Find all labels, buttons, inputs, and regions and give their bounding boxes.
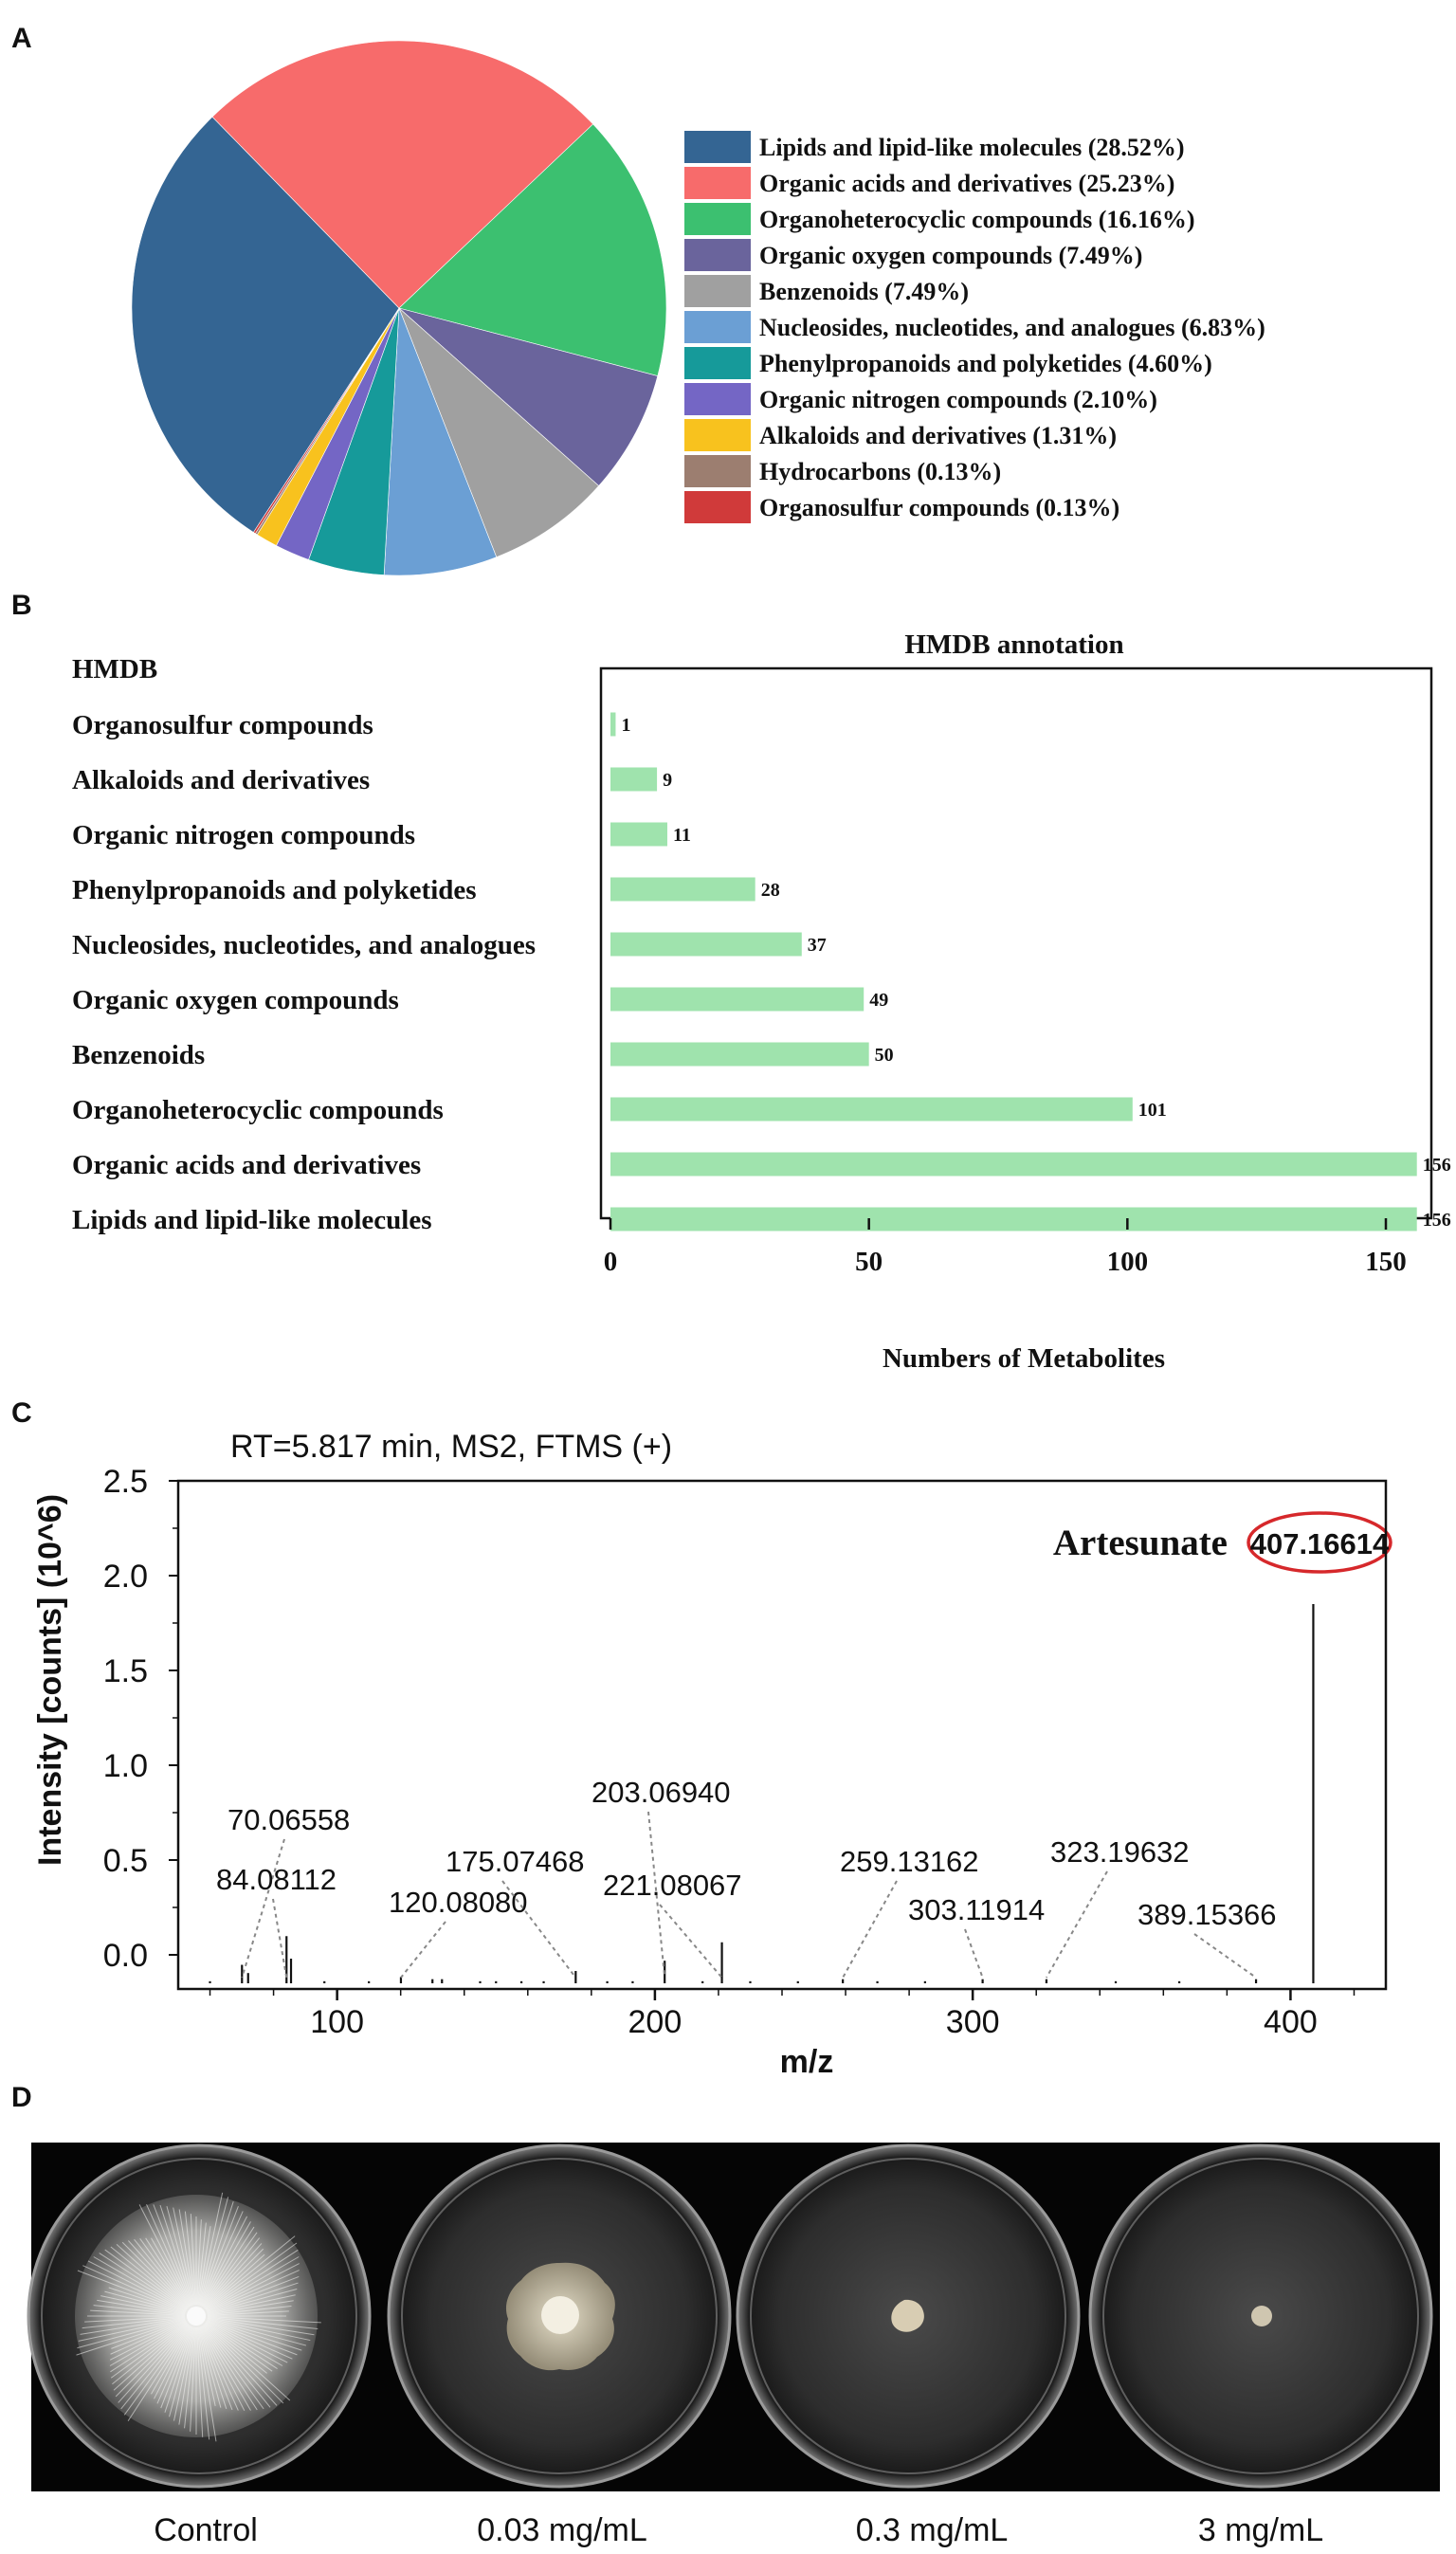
bar-value-label-organoheterocyclic-compounds: 101 (1138, 1100, 1167, 1121)
bar-organic-oxygen-compounds (610, 988, 864, 1012)
legend-swatch-lipids-and-lipid-like-molecules (684, 131, 751, 163)
fungal-colony-3 (1251, 2306, 1272, 2326)
legend-label-phenylpropanoids-and-polyketides: Phenylpropanoids and polyketides (4.60%) (759, 350, 1212, 377)
bar-category-label-organosulfur-compounds: Organosulfur compounds (72, 710, 373, 740)
bar-organic-acids-and-derivatives (610, 1153, 1417, 1177)
peak-leader-line (1194, 1934, 1256, 1978)
peak-label-203-06940: 203.06940 (592, 1776, 731, 1809)
bar-value-label-benzenoids: 50 (874, 1045, 894, 1066)
bar-x-axis-label: Numbers of Metabolites (882, 1343, 1166, 1374)
petri-dish-3 (1090, 2145, 1431, 2487)
legend-label-nucleosides-nucleotides-and-analogues: Nucleosides, nucleotides, and analogues (6.83%) (759, 314, 1265, 341)
bar-phenylpropanoids-and-polyketides (610, 878, 755, 902)
peak-leader-line (965, 1929, 983, 1978)
bar-category-label-organic-nitrogen-compounds: Organic nitrogen compounds (72, 820, 416, 850)
peak-label-70-06558: 70.06558 (228, 1803, 351, 1836)
legend-label-organoheterocyclic-compounds: Organoheterocyclic compounds (16.16%) (759, 206, 1195, 233)
spectrum-y-axis-label: Intensity [counts] (10^6) (32, 1493, 68, 1867)
legend-swatch-organic-nitrogen-compounds (684, 383, 751, 415)
legend-swatch-benzenoids (684, 275, 751, 307)
peak-label-120-08080: 120.08080 (389, 1886, 528, 1919)
petri-dish-photos (28, 2143, 1440, 2548)
pie-chart (132, 41, 666, 575)
spectrum-x-tick-label: 200 (628, 2004, 682, 2040)
legend-swatch-organoheterocyclic-compounds (684, 203, 751, 235)
plate-label-3: 3 mg/mL (1197, 2512, 1324, 2548)
plate-label-control: Control (154, 2512, 258, 2548)
peak-label-221-08067: 221.08067 (603, 1869, 742, 1902)
legend-label-alkaloids-and-derivatives: Alkaloids and derivatives (1.31%) (759, 422, 1118, 449)
peak-leader-line (401, 1922, 446, 1978)
legend-label-organosulfur-compounds: Organosulfur compounds (0.13%) (759, 494, 1120, 521)
bar-category-header: HMDB (72, 654, 158, 684)
legend-label-lipids-and-lipid-like-molecules: Lipids and lipid-like molecules (28.52%) (759, 134, 1185, 161)
peak-label-84-08112: 84.08112 (216, 1863, 337, 1896)
pie-legend (684, 131, 1265, 523)
spectrum-y-tick-label: 0.5 (102, 1843, 148, 1879)
bar-value-label-nucleosides-nucleotides-and-analogues: 37 (807, 935, 827, 956)
spectrum-x-tick-label: 400 (1264, 2004, 1318, 2040)
bar-organosulfur-compounds (610, 713, 615, 737)
bar-category-label-alkaloids-and-derivatives: Alkaloids and derivatives (72, 765, 371, 795)
bar-category-label-benzenoids: Benzenoids (72, 1040, 206, 1070)
peak-leader-line (242, 1839, 284, 1978)
bar-organic-nitrogen-compounds (610, 823, 667, 847)
petri-dish-0.3 (737, 2145, 1079, 2487)
bar-value-label-organic-acids-and-derivatives: 156 (1422, 1155, 1451, 1176)
bar-value-label-organic-nitrogen-compounds: 11 (672, 825, 691, 846)
bar-chart-title: HMDB annotation (904, 629, 1124, 660)
plate-label-0.03: 0.03 mg/mL (477, 2512, 647, 2548)
bar-category-label-nucleosides-nucleotides-and-analogues: Nucleosides, nucleotides, and analogues (72, 930, 537, 960)
bar-x-tick-label: 100 (1106, 1247, 1149, 1277)
legend-swatch-organic-acids-and-derivatives (684, 167, 751, 199)
hmdb-bar-chart (72, 629, 1451, 1374)
legend-label-benzenoids: Benzenoids (7.49%) (759, 278, 969, 305)
bar-x-tick-label: 0 (603, 1247, 618, 1277)
ms2-spectrum (32, 1429, 1391, 2080)
spectrum-y-tick-label: 2.5 (102, 1464, 148, 1500)
panel-label-b: B (11, 590, 32, 621)
peak-label-323-19632: 323.19632 (1050, 1835, 1190, 1869)
bar-alkaloids-and-derivatives (610, 768, 657, 792)
bar-value-label-lipids-and-lipid-like-molecules: 156 (1422, 1210, 1451, 1231)
bar-x-tick-label: 50 (855, 1247, 883, 1277)
peak-leader-line (843, 1881, 897, 1978)
legend-label-organic-acids-and-derivatives: Organic acids and derivatives (25.23%) (759, 170, 1175, 197)
bar-category-label-organic-acids-and-derivatives: Organic acids and derivatives (72, 1150, 422, 1180)
bar-value-label-organic-oxygen-compounds: 49 (869, 990, 889, 1011)
legend-swatch-alkaloids-and-derivatives (684, 419, 751, 451)
bar-category-label-lipids-and-lipid-like-molecules: Lipids and lipid-like molecules (72, 1205, 432, 1235)
spectrum-x-tick-label: 300 (945, 2004, 1000, 2040)
legend-label-hydrocarbons: Hydrocarbons (0.13%) (759, 458, 1002, 485)
peak-leader-line (660, 1905, 722, 1978)
peak-label-175-07468: 175.07468 (446, 1845, 585, 1878)
legend-swatch-organosulfur-compounds (684, 491, 751, 523)
bar-value-label-organosulfur-compounds: 1 (621, 715, 631, 736)
bar-benzenoids (610, 1043, 869, 1067)
bar-x-tick-label: 150 (1365, 1247, 1407, 1277)
plate-label-0.3: 0.3 mg/mL (855, 2512, 1009, 2548)
spectrum-x-tick-label: 100 (310, 2004, 364, 2040)
compound-name: Artesunate (1052, 1523, 1228, 1563)
legend-swatch-nucleosides-nucleotides-and-analogues (684, 311, 751, 343)
peak-label-259-13162: 259.13162 (840, 1845, 979, 1878)
peak-leader-line (502, 1881, 575, 1978)
legend-swatch-organic-oxygen-compounds (684, 239, 751, 271)
peak-label-389-15366: 389.15366 (1138, 1898, 1277, 1931)
bar-nucleosides-nucleotides-and-analogues (610, 933, 802, 957)
bar-organoheterocyclic-compounds (610, 1098, 1133, 1122)
spectrum-title: RT=5.817 min, MS2, FTMS (+) (230, 1429, 673, 1465)
bar-value-label-phenylpropanoids-and-polyketides: 28 (760, 880, 780, 901)
spectrum-y-tick-label: 2.0 (102, 1559, 148, 1595)
panel-label-d: D (11, 2082, 32, 2113)
panel-label-a: A (11, 23, 32, 54)
spectrum-y-tick-label: 1.5 (102, 1653, 148, 1689)
bar-lipids-and-lipid-like-molecules (610, 1208, 1417, 1231)
bar-category-label-organoheterocyclic-compounds: Organoheterocyclic compounds (72, 1095, 444, 1125)
spectrum-y-tick-label: 1.0 (102, 1748, 148, 1784)
compound-mz: 407.16614 (1249, 1527, 1390, 1560)
bar-category-label-phenylpropanoids-and-polyketides: Phenylpropanoids and polyketides (72, 875, 477, 905)
bar-category-label-organic-oxygen-compounds: Organic oxygen compounds (72, 985, 399, 1015)
petri-dish-0.03 (389, 2145, 730, 2487)
legend-label-organic-oxygen-compounds: Organic oxygen compounds (7.49%) (759, 242, 1143, 269)
spectrum-x-axis-label: m/z (779, 2044, 834, 2080)
legend-swatch-hydrocarbons (684, 455, 751, 487)
petri-dish-control (28, 2145, 370, 2487)
panel-label-c: C (11, 1397, 32, 1429)
peak-leader-line (273, 1899, 286, 1978)
legend-swatch-phenylpropanoids-and-polyketides (684, 347, 751, 379)
spectrum-y-tick-label: 0.0 (102, 1938, 148, 1974)
peak-label-303-11914: 303.11914 (908, 1893, 1046, 1926)
bar-value-label-alkaloids-and-derivatives: 9 (663, 770, 673, 791)
peak-leader-line (1046, 1871, 1107, 1978)
legend-label-organic-nitrogen-compounds: Organic nitrogen compounds (2.10%) (759, 386, 1157, 413)
